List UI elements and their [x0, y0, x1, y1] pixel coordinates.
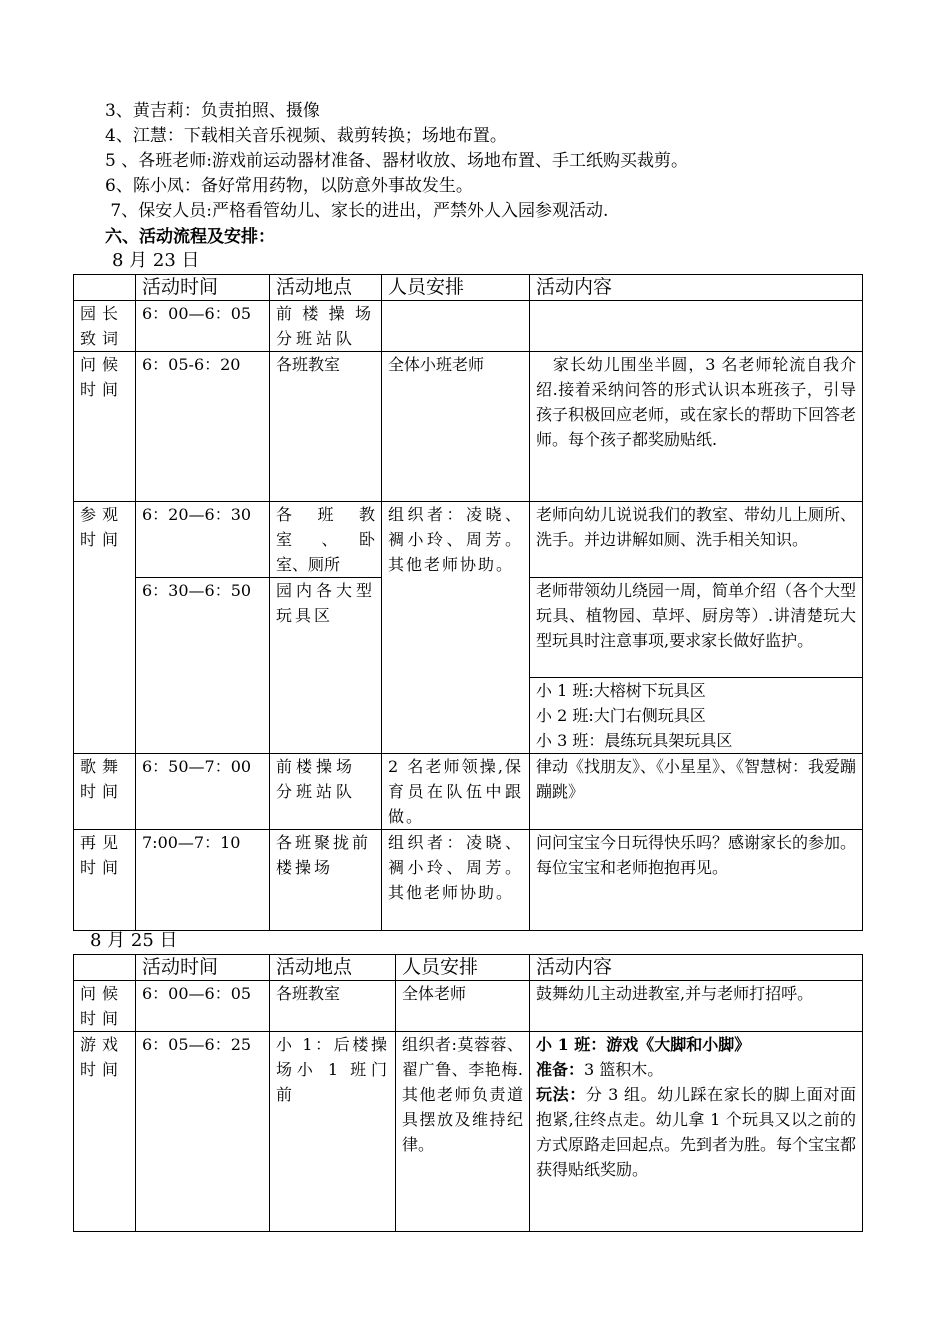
header-cell — [74, 955, 136, 981]
place-cell: 园内各大型玩具区 — [270, 578, 382, 754]
content-cell: 老师向幼儿说说我们的教室、带幼儿上厕所、洗手。并边讲解如厕、洗手相关知识。 — [530, 502, 863, 578]
prep-label: 准备： — [536, 1060, 585, 1079]
table-row — [74, 754, 863, 830]
header-cell — [74, 275, 136, 301]
content-cell — [530, 1032, 863, 1232]
place-cell: 小 1：后楼操场小 1 班门前 — [270, 1032, 396, 1232]
row-label: 问候时间 — [74, 352, 136, 502]
section-heading: 六、活动流程及安排： — [105, 227, 275, 247]
time-cell: 7:00—7：10 — [136, 830, 270, 931]
header-cell: 活动地点 — [270, 955, 396, 981]
staff-cell: 2 名老师领操,保育员在队伍中跟做。 — [382, 754, 530, 830]
staff-cell: 组织者:莫蓉蓉、翟广鲁、李艳梅.其他老师负责道具摆放及维持纪律。 — [396, 1032, 530, 1232]
content-cell: 问问宝宝今日玩得快乐吗？感谢家长的参加。每位宝宝和老师抱抱再见。 — [530, 830, 863, 931]
content-cell — [530, 301, 863, 352]
table-header-row — [74, 955, 863, 981]
staff-line-4: 4、江慧：下载相关音乐视频、裁剪转换；场地布置。 — [105, 126, 507, 146]
game-title: 小 1 班：游戏《大脚和小脚》 — [536, 1035, 751, 1054]
row-label: 参观时间 — [74, 502, 136, 754]
row-label: 园长致词 — [74, 301, 136, 352]
place-cell: 前楼操场分班站队 — [270, 301, 382, 352]
staff-line-3: 3、黄吉莉：负责拍照、摄像 — [105, 101, 320, 121]
time-cell: 6：30—6：50 — [136, 578, 270, 754]
play-text: 分 3 组。幼儿踩在家长的脚上面对面抱紧,往终点走。幼儿拿 1 个玩具又以之前的方式原路走回起点。先到者为胜。每个宝宝都获得贴纸奖励。 — [536, 1085, 857, 1179]
header-cell: 人员安排 — [396, 955, 530, 981]
staff-line-6: 6、陈小凤：备好常用药物，以防意外事故发生。 — [105, 176, 473, 196]
header-cell: 活动地点 — [270, 275, 382, 301]
place-cell: 各 班 教室 、 卧室、厕所 — [270, 502, 382, 578]
staff-cell: 组织者：凌晓、裯小玲、周芳。其他老师协助。 — [382, 830, 530, 931]
area-list-cell — [530, 678, 863, 754]
table-row — [74, 981, 863, 1032]
time-cell: 6：00—6：05 — [136, 981, 270, 1032]
schedule-table-day1 — [73, 274, 863, 931]
schedule-table-day2 — [73, 954, 863, 1232]
time-cell: 6：00—6：05 — [136, 301, 270, 352]
staff-line-7: 7、保安人员:严格看管幼儿、家长的进出，严禁外人入园参观活动. — [105, 201, 609, 221]
place-cell: 各班聚拢前楼操场 — [270, 830, 382, 931]
content-cell: 鼓舞幼儿主动进教室,并与老师打招呼。 — [530, 981, 863, 1032]
table-row — [74, 1032, 863, 1232]
staff-line-5: 5 、各班老师:游戏前运动器材准备、器材收放、场地布置、手工纸购买裁剪。 — [105, 151, 688, 171]
staff-cell: 全体老师 — [396, 981, 530, 1032]
content-cell: 家长幼儿围坐半圆，3 名老师轮流自我介绍.接着采纳问答的形式认识本班孩子，引导孩子积极回应老师，或在家长的帮助下回答老师。每个孩子都奖励贴纸. — [530, 352, 863, 502]
row-label: 问候时间 — [74, 981, 136, 1032]
content-cell: 老师带领幼儿绕园一周，简单介绍（各个大型玩具、植物园、草坪、厨房等）.讲清楚玩大型玩具时注意事项,要求家长做好监护。 — [530, 578, 863, 678]
table-row — [74, 352, 863, 502]
table-header-row — [74, 275, 863, 301]
header-cell: 人员安排 — [382, 275, 530, 301]
place-cell: 各班教室 — [270, 981, 396, 1032]
area-item: 小 2 班:大门右侧玩具区 — [536, 706, 706, 725]
row-label: 再见时间 — [74, 830, 136, 931]
day2-date: 8 月 25 日 — [90, 930, 178, 951]
area-item: 小 1 班:大榕树下玩具区 — [536, 681, 706, 700]
time-cell: 6：20—6：30 — [136, 502, 270, 578]
time-cell: 6：50—7：00 — [136, 754, 270, 830]
time-cell: 6：05-6：20 — [136, 352, 270, 502]
staff-cell: 组织者：凌晓、裯小玲、周芳。其他老师协助。 — [382, 502, 530, 754]
header-cell: 活动内容 — [530, 955, 863, 981]
row-label: 游戏时间 — [74, 1032, 136, 1232]
header-cell: 活动时间 — [136, 955, 270, 981]
staff-cell — [382, 301, 530, 352]
table-row — [74, 830, 863, 931]
staff-cell: 全体小班老师 — [382, 352, 530, 502]
header-cell: 活动内容 — [530, 275, 863, 301]
play-label: 玩法： — [536, 1085, 586, 1104]
row-label: 歌舞时间 — [74, 754, 136, 830]
place-cell: 前楼操场分班站队 — [270, 754, 382, 830]
table-row — [74, 301, 863, 352]
content-cell: 律动《找朋友》、《小星星》、《智慧树：我爱蹦蹦跳》 — [530, 754, 863, 830]
time-cell: 6：05—6：25 — [136, 1032, 270, 1232]
header-cell: 活动时间 — [136, 275, 270, 301]
table-row — [74, 502, 863, 578]
place-cell: 各班教室 — [270, 352, 382, 502]
prep-text: 3 篮积木。 — [584, 1060, 664, 1079]
day1-date: 8 月 23 日 — [112, 250, 200, 271]
area-item: 小 3 班：晨练玩具架玩具区 — [536, 731, 733, 750]
